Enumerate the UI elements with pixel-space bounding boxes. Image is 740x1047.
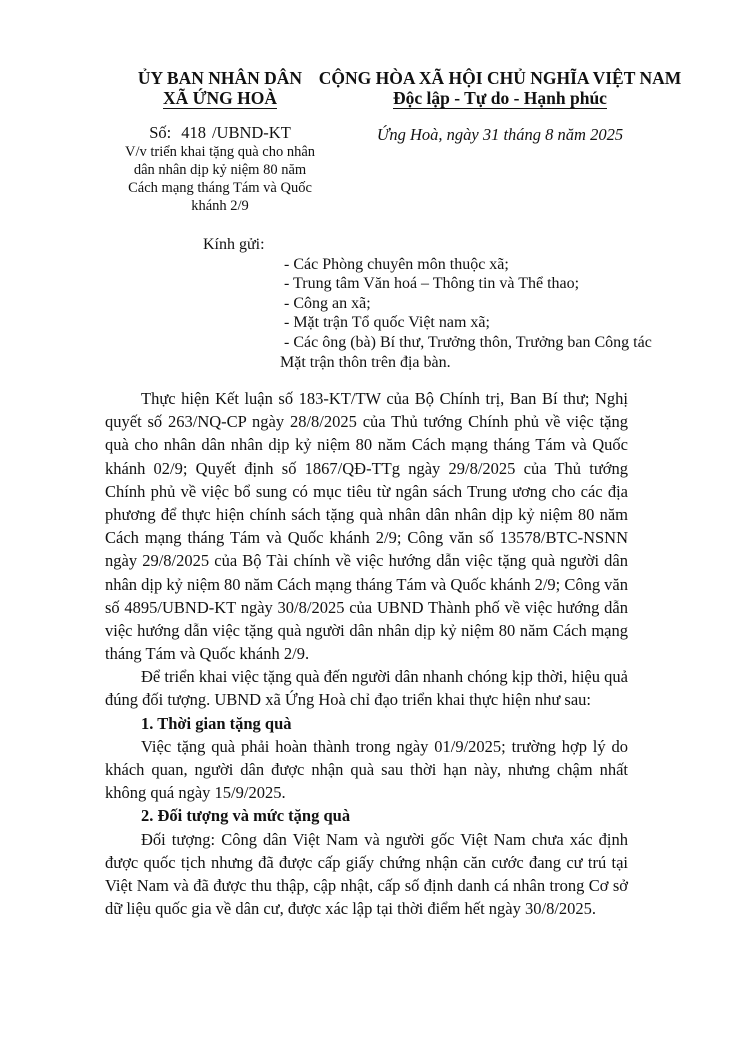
body-line: nhân dịp kỷ niệm 80 năm Cách mạng tháng Tám và Quốc khánh 2/9; Công văn bbox=[105, 574, 628, 594]
body-line: Việc tặng quà phải hoàn thành trong ngày 01/9/2025; trường hợp lý do bbox=[141, 736, 628, 756]
body-line: ngày 29/8/2025 của Bộ Tài chính về việc hướng dẫn việc tặng quà người dân bbox=[105, 551, 628, 571]
paragraph-beneficiaries bbox=[105, 828, 628, 921]
recipients-greeting: Kính gửi: bbox=[203, 236, 265, 253]
recipient-item-continuation: Mặt trận thôn trên địa bàn. bbox=[280, 353, 451, 371]
document-body bbox=[105, 387, 628, 920]
body-line: Thực hiện Kết luận số 183-KT/TW của Bộ Chính trị, Ban Bí thư; Nghị bbox=[141, 389, 628, 408]
body-line: Đối tượng: Công dân Việt Nam và người gốc Việt Nam chưa xác định bbox=[141, 829, 628, 849]
body-line: Để triển khai việc tặng quà đến người dân nhanh chóng kịp thời, hiệu quả bbox=[141, 667, 628, 687]
organization-name: XÃ ỨNG HOÀ bbox=[162, 88, 278, 108]
parent-organization: ỦY BAN NHÂN DÂN bbox=[137, 68, 303, 88]
recipients-list bbox=[203, 255, 683, 373]
recipient-item: - Mặt trận Tổ quốc Việt nam xã; bbox=[284, 314, 490, 332]
recipient-item: - Trung tâm Văn hoá – Thông tin và Thể thao; bbox=[284, 275, 580, 293]
issuing-authority-block bbox=[100, 68, 340, 215]
body-line: dữ liệu quốc gia về dân cư, được xác lập tại thời điểm hết ngày 30/8/2025. bbox=[105, 899, 597, 919]
section-heading-2: 2. Đối tượng và mức tặng quà bbox=[141, 806, 351, 826]
document-number-value: 418 bbox=[181, 123, 206, 142]
body-line: được quốc tịch nhưng đã được cấp giấy chứng nhận căn cước đang cư trú tại bbox=[105, 852, 628, 872]
paragraph-implementation bbox=[105, 665, 628, 711]
body-line: khánh 02/9; Quyết định số 1867/QĐ-TTg ngày 29/8/2025 của Thủ tướng bbox=[105, 458, 628, 478]
paragraph-gift-time bbox=[105, 735, 628, 805]
subject-line: V/v triển khai tặng quà cho nhân bbox=[124, 144, 316, 160]
body-line: đúng đối tượng. UBND xã Ứng Hoà chỉ đạo triển khai thực hiện như sau: bbox=[105, 690, 591, 710]
body-line: tháng Tám và Quốc khánh 2/9. bbox=[105, 644, 310, 664]
subject-line: dân nhân dịp kỷ niệm 80 năm bbox=[133, 162, 307, 178]
document-subject bbox=[100, 143, 340, 215]
subject-line: Cách mạng tháng Tám và Quốc bbox=[128, 180, 312, 196]
body-line: số 4895/UBND-KT ngày 30/8/2025 của UBND Thành phố về việc hướng dẫn bbox=[105, 597, 628, 617]
recipient-item: - Các ông (bà) Bí thư, Trưởng thôn, Trưởng ban Công tác bbox=[284, 333, 652, 351]
body-line: việc hướng dẫn việc tặng quà người dân nhân dịp kỷ niệm 80 năm Cách mạng bbox=[105, 620, 628, 640]
national-title: CỘNG HÒA XÃ HỘI CHỦ NGHĨA VIỆT NAM bbox=[318, 68, 682, 88]
body-line: không quá ngày 15/9/2025. bbox=[105, 783, 286, 803]
document-number-suffix: /UBND-KT bbox=[211, 123, 291, 142]
date-place: Ứng Hoà, ngày 31 tháng 8 năm 2025 bbox=[376, 125, 624, 144]
body-line: quà cho nhân dân nhân dịp kỷ niệm 80 năm Cách mạng tháng Tám và Quốc bbox=[105, 435, 628, 455]
paragraph-legal-basis bbox=[105, 387, 628, 665]
body-line: phương để thực hiện chính sách tặng quà nhân dân nhân dịp kỷ niệm 80 năm bbox=[105, 504, 628, 524]
body-line: quyết số 263/NQ-CP ngày 28/8/2025 của Thủ tướng Chính phủ về việc tặng bbox=[105, 412, 628, 432]
recipients-block bbox=[203, 235, 683, 372]
recipient-item: - Công an xã; bbox=[284, 294, 371, 312]
document-number bbox=[100, 123, 340, 143]
body-line: Chính phủ về việc bổ sung có mục tiêu từ ngân sách Trung ương cho các địa bbox=[105, 481, 628, 501]
body-line: Cách mạng tháng Tám và Quốc khánh 2/9; Công văn số 13578/BTC-NSNN bbox=[105, 528, 628, 548]
body-line: Việt Nam và đã được thu thập, cập nhật, cấp số định danh cá nhân trong Cơ sở bbox=[105, 875, 628, 895]
national-motto: Độc lập - Tự do - Hạnh phúc bbox=[393, 88, 607, 108]
subject-line: khánh 2/9 bbox=[191, 198, 249, 214]
body-line: khách quan, người dân được nhận quà sau thời hạn này, nhưng chậm nhất bbox=[105, 760, 628, 779]
section-heading-1: 1. Thời gian tặng quà bbox=[141, 713, 292, 733]
document-number-label: Số: bbox=[149, 123, 172, 142]
national-header-block bbox=[310, 68, 690, 145]
recipient-item: - Các Phòng chuyên môn thuộc xã; bbox=[284, 255, 509, 273]
